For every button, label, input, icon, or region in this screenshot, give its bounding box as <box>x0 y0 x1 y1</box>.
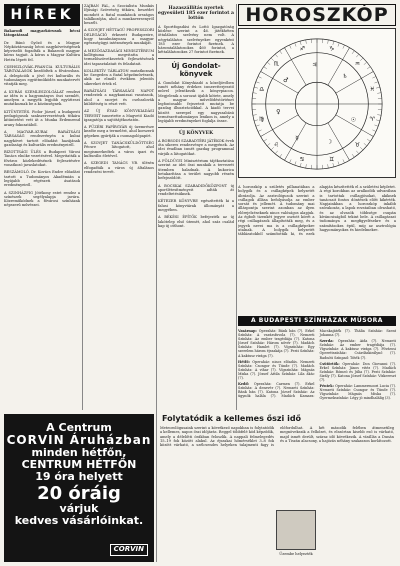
zodiac-glyph: ♓ <box>369 87 375 94</box>
degree-tick <box>300 41 301 45</box>
degree-tick <box>258 76 262 78</box>
degree-tick <box>356 54 359 57</box>
degree-tick <box>280 154 282 157</box>
news-item: KÉTEZER KÖNYVRE egészítették ki a falusi könyvtárak állományát a megyében. <box>158 199 234 213</box>
zodiac-glyph: ♊ <box>329 157 335 164</box>
divider <box>158 58 234 59</box>
theatre-day-text: Operaház: Bánk bán (7). Erkel Színház: A varázsfuvola (7). Nemzeti Színház: Az ember tragédiája (7). Katona József Színház: Három nővér (7). Madách Színház: Hamlet (7). Vígszínház: Egy szerelem három éjszakája (7). Pesti Színház: A kaktusz virága (7). <box>238 329 315 358</box>
degree-tick <box>328 164 329 168</box>
degree-tick <box>370 71 373 73</box>
degree-tick <box>306 164 307 168</box>
degree-tick <box>264 139 267 141</box>
ad-line: CENTRUM HÉTFŐN <box>21 458 137 472</box>
lottery-text: A Sportfogadási és Lottó Igazgatóság közlése szerint a 46. játékhéten öttalálatos szelvény nem volt. A négytalálatos szelvényekre egyenként 185 ezer forintot fizetnek. A háromtalálatosokra 460 forintot, a kéttalálatosokra 27 forintot fizetnek. <box>158 24 234 55</box>
theatre-day-label: Hétfő: <box>238 359 253 364</box>
news-item: A SZEGEDI TANÁCS VB. ülésén elfogadták a város új általános rendezési tervét. <box>84 161 154 174</box>
ad-line: 19 óra helyett <box>35 470 123 484</box>
degree-tick <box>253 115 257 116</box>
weather-headline: Folytatódik a kellemes őszi idő <box>162 414 302 423</box>
column-rule <box>82 4 83 410</box>
degree-tick <box>376 87 380 88</box>
new-books-headline: ÚJ KÖNYVEK <box>178 130 214 136</box>
theatre-day <box>238 360 315 380</box>
degree-tick <box>356 151 359 154</box>
hirek-item: BESZÁMOLÓ. Dr. Kovács Endre előadást tartott a Tudományos Akadémián a legújabb régészeti ásatások eredményeiről. <box>4 170 80 188</box>
degree-tick <box>271 58 274 61</box>
degree-tick <box>377 93 381 94</box>
news-item: A BOCSKAI SZABADIDŐKÖZPONT új sportlétesítményeit adták át rendeltetésüknek. <box>158 183 234 197</box>
theatre-day <box>320 339 397 359</box>
hirek-item: KITÜNTETÉS. Fodor József, a budapesti pedagógusok szakszervezetének titkára kitüntetést vett át a Munka Érdemrend arany fokozatából. <box>4 109 80 127</box>
degree-tick <box>275 54 278 57</box>
news-item: A BÉKÉSI ÉPÍTŐK befejezték az új lakótelep első ütemét, ahol száz család kap új otthont. <box>158 215 234 228</box>
zodiac-glyph: ♈ <box>369 116 375 123</box>
theatre-day <box>320 362 397 382</box>
house-line <box>261 115 299 137</box>
zodiac-glyph: ♐ <box>299 46 305 53</box>
degree-tick <box>364 62 367 65</box>
theatre-day-text: Operaház: Carmen (7). Erkel Színház: A denevér (7). Nemzeti Színház: Bánk bán (7). Katona József Színház: Az ügynök halála (7). Madách Kamara: Macskajáték (7). Thália Színház: Szent Johanna (7). <box>238 329 396 399</box>
news-item: A FÜZÉRI PAPÍRGYÁR új üzemrésze kezdte meg a termelést, ahol korszerű gépeken gyártják a csomagolópapírt. <box>84 125 154 138</box>
planet-glyph: ☉ <box>350 117 356 124</box>
hirek-item: BIZOTTSÁGI ÜLÉS a Budapest Városi Tanács elnöke vezetésével. Megvitatták a főváros közlekedésének fejlesztésére vonatkozó javaslatokat. <box>4 150 80 168</box>
degree-tick <box>372 130 376 132</box>
zodiac-glyph: ♎ <box>259 87 265 94</box>
theatre-day-label: Csütörtök: <box>319 361 343 366</box>
degree-tick <box>348 157 350 160</box>
theatre-day-text: Operaház: Lammermoori Lucia (7). Nemzeti Színház: Csongor és Tünde (7). Vígszínház: Mágnás Miska (7). Gyermekszínház: Légy jó mindhalálig (3). <box>319 384 396 401</box>
news-column-3 <box>158 4 234 414</box>
news-item: A SZOVJET HÉTTAGÚ PROFESSZORI DELEGÁCIÓ érkezett Budapestre, hogy tanulmányozza a magyar egészségügyi intézmények munkáját. <box>84 28 154 46</box>
zodiac-glyph: ♉ <box>354 142 361 149</box>
hirek-item: CSEHSZLOVÁK–FRANCIA KULTURÁLIS TÁRGYALÁSOK kezdődtek a fővárosban. A delegációk a jövő évi kulturális és tudományos együttműködés munkatervét vitatják meg. <box>4 65 80 87</box>
theatre-day-text: Operaház: Don Giovanni (7). Erkel Színház: János vitéz (7). Madách Színház: Rómeó és Júlia (7). Pesti Színház: Sirály (7). Katona József Színház: Vízkereszt (7). <box>319 361 396 383</box>
news-photo <box>276 510 316 556</box>
degree-tick <box>253 93 257 94</box>
degree-tick <box>364 143 367 146</box>
news-item: A FÖLDÜGYI Minisztérium tájékoztatása szerint az idei őszi munkák a tervezett ütemben haladnak. A kukorica betakarítása a terület nagyobb részén befejeződött. <box>158 159 234 181</box>
degree-tick <box>254 120 258 121</box>
hirek-item: Dr. Bánó Győző és a Magyar Népköztársaság bécsi nagykövetségének képviselői fogadták a Bakarodi magyar kórus tagjait. A kórus a Magyar Kultúra Hetén lépett fel. <box>4 40 80 62</box>
degree-tick <box>254 87 258 88</box>
horoscope-title: HOROSZKÓP <box>245 4 389 26</box>
corvin-advertisement <box>4 414 154 562</box>
degree-tick <box>256 82 260 83</box>
planet-glyph: ☿ <box>295 136 299 143</box>
planet-glyph: ♄ <box>342 74 348 81</box>
ad-line: kedves vásárlóinkat. <box>14 514 144 528</box>
degree-tick <box>352 51 354 54</box>
theatre-day <box>320 384 397 400</box>
news-item: KOLLEKTÍV TÁRLATON mutatkoznak be Szegeden a fiatal képzőművészek, akik az elmúlt években jelentős sikereket értek el. <box>84 68 154 86</box>
ad-line: minden hétfőn, <box>31 446 127 460</box>
degree-tick <box>374 125 378 126</box>
zodiac-glyph: ♑ <box>329 46 335 53</box>
news-item: A MEZŐGAZDASÁGI MINISZTÉRIUM kollégiuma megvitatta a termelőszövetkezetek fejlesztésének idei tapasztalatait és feladatait. <box>84 48 154 66</box>
zodiac-glyph: ♌ <box>273 142 280 149</box>
news-item: ZAJBAN PÁL, a Szocialista Munkás Ifjúsági Szövetség titkára, beszédet mondott a fiatal munkások országos találkozóján, ahol a munkaversenyről beszélt. <box>84 4 154 26</box>
weather-text: Meteorológusaink szerint a következő napokban is folytatódik a kellemes, napos őszi időjárás. Reggel többfelé köd képződik, amely a délelőtti órákban feloszlik. A nappali felmelegedés 15–19 fok között alakul. Az éjszakai hőmérséklet 3–8 fok között várható, a szélcsendes helyeken talajmenti fagy is előfordulhat. A hét második felében átmenetileg megnövekszik a felhőzet, és elszórtan kisebb eső is várható, majd ismét derült, száraz idő következik. A vízállás a Dunán és a Tiszán alacsony, a hajózás néhány szakaszon korlátozott. <box>160 426 394 448</box>
degree-tick <box>367 139 370 141</box>
horoscope-header <box>238 4 396 26</box>
degree-tick <box>289 45 291 49</box>
degree-tick <box>280 51 282 54</box>
degree-tick <box>284 157 286 160</box>
degree-tick <box>258 130 262 132</box>
degree-tick <box>289 159 291 163</box>
news-column-2 <box>84 4 154 414</box>
degree-tick <box>372 76 376 78</box>
degree-tick <box>306 40 307 44</box>
house-line <box>261 71 299 93</box>
hirek-item: A SZINHÁZFIG Jótékony estet rendez a színészek segélyalapja javára. Közreműködnek a fővárosi színházak népszerű művészei. <box>4 190 80 208</box>
degree-tick <box>343 45 345 49</box>
degree-tick <box>261 135 264 137</box>
theatre-day-label: Péntek: <box>319 384 336 389</box>
lottery-headline: Hazaszállítás nyertek egyesületi 185 ezer forintot a lottón <box>158 6 234 22</box>
books-headline: Új Gondolat-könyvek <box>171 61 221 78</box>
degree-tick <box>264 67 267 69</box>
hirek-item: A KURÁS SZEMLESZOLGÁLAT rendezi az idén is a hagyományos őszi szemlét, amelyen a megyék legjobb együttesei mutatkoznak be a közönségnek. <box>4 89 80 107</box>
degree-tick <box>328 40 329 44</box>
degree-tick <box>267 143 270 146</box>
degree-tick <box>295 161 296 165</box>
news-item: AZ ÚJ ÉVAD KÖNYVKIADÁSI TERVEIT ismertette a Magvető Kiadó igazgatója a sajtótájékoztatón. <box>84 109 154 122</box>
zodiac-glyph: ♍ <box>259 116 265 123</box>
zodiac-wheel <box>252 39 382 169</box>
divider <box>158 127 234 128</box>
degree-tick <box>295 43 296 47</box>
theatre-title: A BUDAPESTI SZÍNHÁZAK MŰSORA <box>238 316 396 326</box>
column-rule <box>236 4 237 410</box>
theatre-day-label: Kedd: <box>238 382 254 387</box>
degree-tick <box>300 163 301 167</box>
books-text: A Gondolat Könyvkiadó a közeljövőben ismét néhány érdekes ismeretterjesztő művel jelentkezik a könyvpiacon. Megjelenik a sorozat újabb kötete, amely a magyar művelődéstörténet legfontosabb fejezeteit mutatja be gazdag illusztrációkkal. A kiadó tervei között szerepel egy nagyszabású természettudományos lexikon is, amely a legújabb eredményeket foglalja össze. <box>158 80 234 124</box>
degree-tick <box>370 135 373 137</box>
planet-glyph: ♀ <box>276 109 281 116</box>
theatre-day-label: Szerda: <box>319 339 338 344</box>
planet-glyph: ♃ <box>311 62 318 69</box>
degree-tick <box>377 115 381 116</box>
planet-glyph: ☽ <box>326 139 333 146</box>
degree-tick <box>360 147 363 150</box>
horoscope-chart <box>238 28 396 178</box>
degree-tick <box>284 48 286 51</box>
degree-tick <box>275 151 278 154</box>
degree-tick <box>338 43 339 47</box>
degree-tick <box>352 154 354 157</box>
planet-glyph: ♂ <box>283 77 289 84</box>
theatre-day <box>238 329 315 358</box>
news-item: BARÁTSÁGI TÁRSASÁGI NAPOT rendeztek a nagykanizsai vasutasok, ahol a szovjet és csehszlovák küldöttség is részt vett. <box>84 89 154 106</box>
horoscope-text: A horoszkóp a születés pillanatában a bolygók és a csillagképek helyzetét ábrázolja. Az asztrológusok szerint a csillagok állása befolyásolja az ember sorsát és jellemét. A tudomány mai álláspontja szerint azonban az ilyen előrejelzéseknek nincs valóságos alapjuk. Az égbolt tizenkét jegyre osztott körét a régi csillagászok állapították meg, és a jegyek nevei ma is a csillagképekre utalnak. A bolygók helyzetét táblázatokból számították ki, és ezek alapján készítették el a születési képletet. A régi korokban az uralkodók udvarában is tartottak csillagjósokat, akiknek tanácsait fontos döntések előtt kikérték. Napjainkban a horoszkóp inkább szórakozás, a lapok rovataiban olvasható, és az olvasók többsége csupán kíváncsiságból tekint bele. A csillagászat tudománya a megfigyelésekre és a számításokra épül, míg az asztrológia hagyományokra és hiedelmekre. <box>238 185 396 237</box>
hirek-item: A MAGYAR–KUBAI BARÁTSÁGI TÁRSASÁG rendezvényén a kubai nagykövet tartott előadást hazájának gazdasági és kulturális eredményeiről. <box>4 129 80 147</box>
degree-tick <box>333 163 334 167</box>
degree-tick <box>376 120 380 121</box>
ad-line: 20 óráig <box>37 482 121 504</box>
photo-caption: Üzembe helyezték <box>279 552 313 556</box>
hirek-headline: Bakarodi magyarkórusok bécsi látogatással <box>4 29 80 38</box>
degree-tick <box>343 159 345 163</box>
degree-tick <box>374 82 378 83</box>
theatre-day-label: Vasárnap: <box>238 329 259 333</box>
degree-tick <box>367 67 370 69</box>
column-rule <box>156 4 157 562</box>
degree-tick <box>338 161 339 165</box>
zodiac-glyph: ♋ <box>299 157 305 164</box>
corvin-logo: CORVIN <box>110 544 148 556</box>
degree-tick <box>267 62 270 65</box>
theatre-day-text: Operaház: nincs előadás. Nemzeti Színház: Csongor és Tünde (7). Madách Színház: A vihar (7). Vígszínház: Mágnás Miska (7). József Attila Színház: Lila ákác (7). <box>238 359 315 381</box>
degree-tick <box>348 48 350 51</box>
weather-article <box>158 414 396 562</box>
news-item: A BORSODI SZABADTÉRI JÁTÉKOK évek óta sikeres rendezvénye a megyének. Az idei évadban ismét gazdag programmal várják a látogatókat. <box>158 138 234 156</box>
zodiac-glyph: ♒ <box>354 61 361 68</box>
theatre-day-text: Operaház: Aida (7). Nemzeti Színház: Az ember tragédiája (7). Vígszínház: A kaktusz virága (7). Fővárosi Operettszínház: Csárdáskirálynő (7). Radnóti Színpad: Tóték (7). <box>319 339 396 360</box>
ad-line: várjuk <box>59 502 99 516</box>
degree-tick <box>360 58 363 61</box>
news-item: A SZOVJET TANÁCSKÜLDÖTTSÉG Pécsre látogatott, ahol megismerkedtek a város ipari és kulturális életével. <box>84 141 154 158</box>
degree-tick <box>261 71 264 73</box>
zodiac-glyph: ♏ <box>273 61 280 68</box>
degree-tick <box>256 125 260 126</box>
hirek-banner: HÍREK <box>4 4 80 26</box>
degree-tick <box>333 41 334 45</box>
ad-line: CORVIN Áruházban <box>6 433 152 448</box>
ad-line: A Centrum <box>46 421 112 434</box>
